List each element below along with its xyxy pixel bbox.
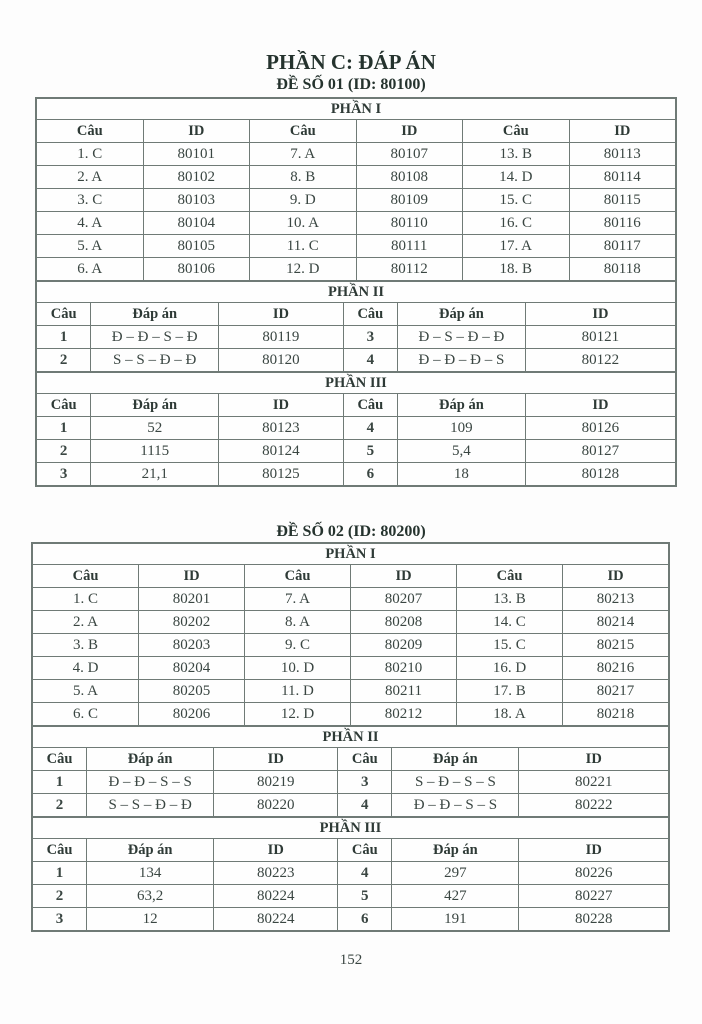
question-number-cell: 6 [343,463,397,486]
table-row [33,611,669,634]
question-number-cell: 3 [33,908,87,931]
question-answer-cell: 2. A [37,166,144,189]
section-header-phan-3: PHẦN III [33,818,669,839]
id-cell: 80221 [519,771,669,794]
id-cell: 80115 [569,189,676,212]
id-cell: 80112 [356,258,463,281]
id-cell: 80124 [219,440,344,463]
question-number-cell: 3 [343,326,397,349]
question-number-cell: 2 [37,349,91,372]
question-number-cell: 3 [338,771,392,794]
id-cell: 80211 [351,680,457,703]
column-header-dap-an: Đáp án [87,748,214,771]
question-answer-cell: 9. D [250,189,357,212]
column-header-cau: Câu [37,303,91,326]
id-cell: 80121 [525,326,675,349]
table-row [33,771,669,794]
column-header-id: ID [519,839,669,862]
id-cell: 80103 [143,189,250,212]
id-cell: 80214 [563,611,669,634]
question-number-cell: 4 [343,349,397,372]
question-number-cell: 1 [33,771,87,794]
question-answer-cell: 16. C [463,212,570,235]
section-header-phan-1: PHẦN I [33,544,669,565]
id-cell: 80105 [143,235,250,258]
id-cell: 80111 [356,235,463,258]
column-header-id: ID [525,303,675,326]
question-answer-cell: 5. A [33,680,139,703]
question-answer-cell: 12. D [245,703,351,726]
question-answer-cell: 8. B [250,166,357,189]
section-header-phan-3: PHẦN III [37,373,676,394]
question-answer-cell: 4. D [33,657,139,680]
answer-cell: 18 [398,463,526,486]
id-cell: 80113 [569,143,676,166]
id-cell: 80118 [569,258,676,281]
question-answer-cell: 15. C [457,634,563,657]
question-number-cell: 3 [37,463,91,486]
column-header-id: ID [219,394,344,417]
table-row [33,588,669,611]
question-answer-cell: 18. A [457,703,563,726]
column-header-cau: Câu [343,303,397,326]
question-number-cell: 2 [33,885,87,908]
answer-cell: Đ – Đ – S – S [87,771,214,794]
id-cell: 80119 [219,326,344,349]
id-cell: 80210 [351,657,457,680]
question-answer-cell: 7. A [250,143,357,166]
question-answer-cell: 4. A [37,212,144,235]
answer-cell: Đ – Đ – Đ – S [398,349,526,372]
page-number: 152 [339,952,363,968]
table-row [37,349,676,372]
id-cell: 80208 [351,611,457,634]
question-answer-cell: 15. C [463,189,570,212]
id-cell: 80122 [525,349,675,372]
column-header-cau: Câu [250,120,357,143]
answer-cell: 1115 [91,440,219,463]
id-cell: 80205 [139,680,245,703]
question-answer-cell: 11. D [245,680,351,703]
table-row [33,794,669,817]
question-answer-cell: 7. A [245,588,351,611]
column-header-cau: Câu [338,839,392,862]
id-cell: 80215 [563,634,669,657]
question-answer-cell: 3. C [37,189,144,212]
column-header-id: ID [214,748,338,771]
question-answer-cell: 10. D [245,657,351,680]
question-answer-cell: 2. A [33,611,139,634]
id-cell: 80206 [139,703,245,726]
question-number-cell: 4 [343,417,397,440]
answer-cell: Đ – Đ – S – Đ [91,326,219,349]
table-row [37,189,676,212]
question-answer-cell: 14. D [463,166,570,189]
column-header-cau: Câu [33,839,87,862]
question-answer-cell: 1. C [37,143,144,166]
column-header-dap-an: Đáp án [91,303,219,326]
column-header-id: ID [143,120,250,143]
id-cell: 80116 [569,212,676,235]
column-header-dap-an: Đáp án [392,839,519,862]
id-cell: 80117 [569,235,676,258]
question-answer-cell: 14. C [457,611,563,634]
column-header-cau: Câu [338,748,392,771]
column-header-id: ID [569,120,676,143]
id-cell: 80224 [214,885,338,908]
table-row [33,703,669,726]
id-cell: 80109 [356,189,463,212]
question-answer-cell: 13. B [463,143,570,166]
column-header-cau: Câu [463,120,570,143]
exam-2-title: ĐỀ SỐ 02 (ID: 80200) [276,523,426,540]
table-row [33,862,669,885]
column-header-dap-an: Đáp án [392,748,519,771]
id-cell: 80102 [143,166,250,189]
answer-cell: S – S – Đ – Đ [91,349,219,372]
id-cell: 80216 [563,657,669,680]
id-cell: 80203 [139,634,245,657]
answer-cell: 52 [91,417,219,440]
column-header-id: ID [219,303,344,326]
answer-cell: 109 [398,417,526,440]
table-row [37,235,676,258]
column-header-id: ID [519,748,669,771]
question-answer-cell: 12. D [250,258,357,281]
id-cell: 80107 [356,143,463,166]
id-cell: 80104 [143,212,250,235]
answer-cell: Đ – Đ – S – S [392,794,519,817]
id-cell: 80128 [525,463,675,486]
question-answer-cell: 17. A [463,235,570,258]
id-cell: 80226 [519,862,669,885]
table-row [37,326,676,349]
column-header-id: ID [139,565,245,588]
question-number-cell: 1 [37,326,91,349]
phan-3-table [32,817,669,931]
table-row [37,166,676,189]
phan-3-table [36,372,676,486]
question-number-cell: 5 [338,885,392,908]
id-cell: 80209 [351,634,457,657]
exam-1-answer-table [35,97,677,487]
id-cell: 80127 [525,440,675,463]
column-header-id: ID [563,565,669,588]
question-answer-cell: 13. B [457,588,563,611]
column-header-cau: Câu [33,565,139,588]
question-answer-cell: 6. A [37,258,144,281]
id-cell: 80223 [214,862,338,885]
id-cell: 80110 [356,212,463,235]
section-header-phan-1: PHẦN I [37,99,676,120]
id-cell: 80224 [214,908,338,931]
exam-1-title: ĐỀ SỐ 01 (ID: 80100) [276,76,426,93]
answer-cell: S – S – Đ – Đ [87,794,214,817]
question-number-cell: 2 [33,794,87,817]
table-row [37,258,676,281]
id-cell: 80227 [519,885,669,908]
table-row [37,143,676,166]
column-header-cau: Câu [343,394,397,417]
phan-2-table [32,726,669,817]
id-cell: 80120 [219,349,344,372]
id-cell: 80108 [356,166,463,189]
question-number-cell: 2 [37,440,91,463]
question-answer-cell: 3. B [33,634,139,657]
table-row [33,634,669,657]
phan-2-table [36,281,676,372]
column-header-dap-an: Đáp án [398,303,526,326]
section-header-phan-2: PHẦN II [37,282,676,303]
question-answer-cell: 9. C [245,634,351,657]
question-number-cell: 6 [338,908,392,931]
id-cell: 80213 [563,588,669,611]
question-answer-cell: 5. A [37,235,144,258]
phan-1-table [36,98,676,281]
id-cell: 80201 [139,588,245,611]
question-answer-cell: 11. C [250,235,357,258]
question-answer-cell: 18. B [463,258,570,281]
answer-cell: 5,4 [398,440,526,463]
id-cell: 80101 [143,143,250,166]
column-header-id: ID [351,565,457,588]
question-answer-cell: 1. C [33,588,139,611]
table-row [37,440,676,463]
question-answer-cell: 10. A [250,212,357,235]
question-answer-cell: 8. A [245,611,351,634]
id-cell: 80114 [569,166,676,189]
page-title: PHẦN C: ĐÁP ÁN [266,50,436,74]
answer-cell: 297 [392,862,519,885]
column-header-cau: Câu [245,565,351,588]
id-cell: 80202 [139,611,245,634]
answer-cell: 12 [87,908,214,931]
question-answer-cell: 17. B [457,680,563,703]
table-row [33,885,669,908]
answer-cell: 191 [392,908,519,931]
id-cell: 80204 [139,657,245,680]
id-cell: 80228 [519,908,669,931]
id-cell: 80126 [525,417,675,440]
question-answer-cell: 6. C [33,703,139,726]
column-header-cau: Câu [37,394,91,417]
id-cell: 80219 [214,771,338,794]
id-cell: 80212 [351,703,457,726]
id-cell: 80220 [214,794,338,817]
id-cell: 80125 [219,463,344,486]
id-cell: 80218 [563,703,669,726]
column-header-dap-an: Đáp án [87,839,214,862]
table-row [37,463,676,486]
answer-cell: S – Đ – S – S [392,771,519,794]
id-cell: 80207 [351,588,457,611]
answer-cell: 134 [87,862,214,885]
answer-cell: Đ – S – Đ – Đ [398,326,526,349]
id-cell: 80217 [563,680,669,703]
phan-1-table [32,543,669,726]
question-number-cell: 1 [33,862,87,885]
table-row [37,417,676,440]
table-row [37,212,676,235]
id-cell: 80222 [519,794,669,817]
id-cell: 80106 [143,258,250,281]
question-number-cell: 5 [343,440,397,463]
exam-2-answer-table [31,542,670,932]
table-row [33,908,669,931]
id-cell: 80123 [219,417,344,440]
column-header-id: ID [525,394,675,417]
question-number-cell: 4 [338,862,392,885]
answer-cell: 63,2 [87,885,214,908]
question-number-cell: 4 [338,794,392,817]
column-header-dap-an: Đáp án [398,394,526,417]
column-header-id: ID [214,839,338,862]
column-header-cau: Câu [37,120,144,143]
table-row [33,680,669,703]
column-header-dap-an: Đáp án [91,394,219,417]
question-answer-cell: 16. D [457,657,563,680]
answer-cell: 427 [392,885,519,908]
question-number-cell: 1 [37,417,91,440]
column-header-cau: Câu [33,748,87,771]
answer-cell: 21,1 [91,463,219,486]
column-header-id: ID [356,120,463,143]
table-row [33,657,669,680]
column-header-cau: Câu [457,565,563,588]
section-header-phan-2: PHẦN II [33,727,669,748]
